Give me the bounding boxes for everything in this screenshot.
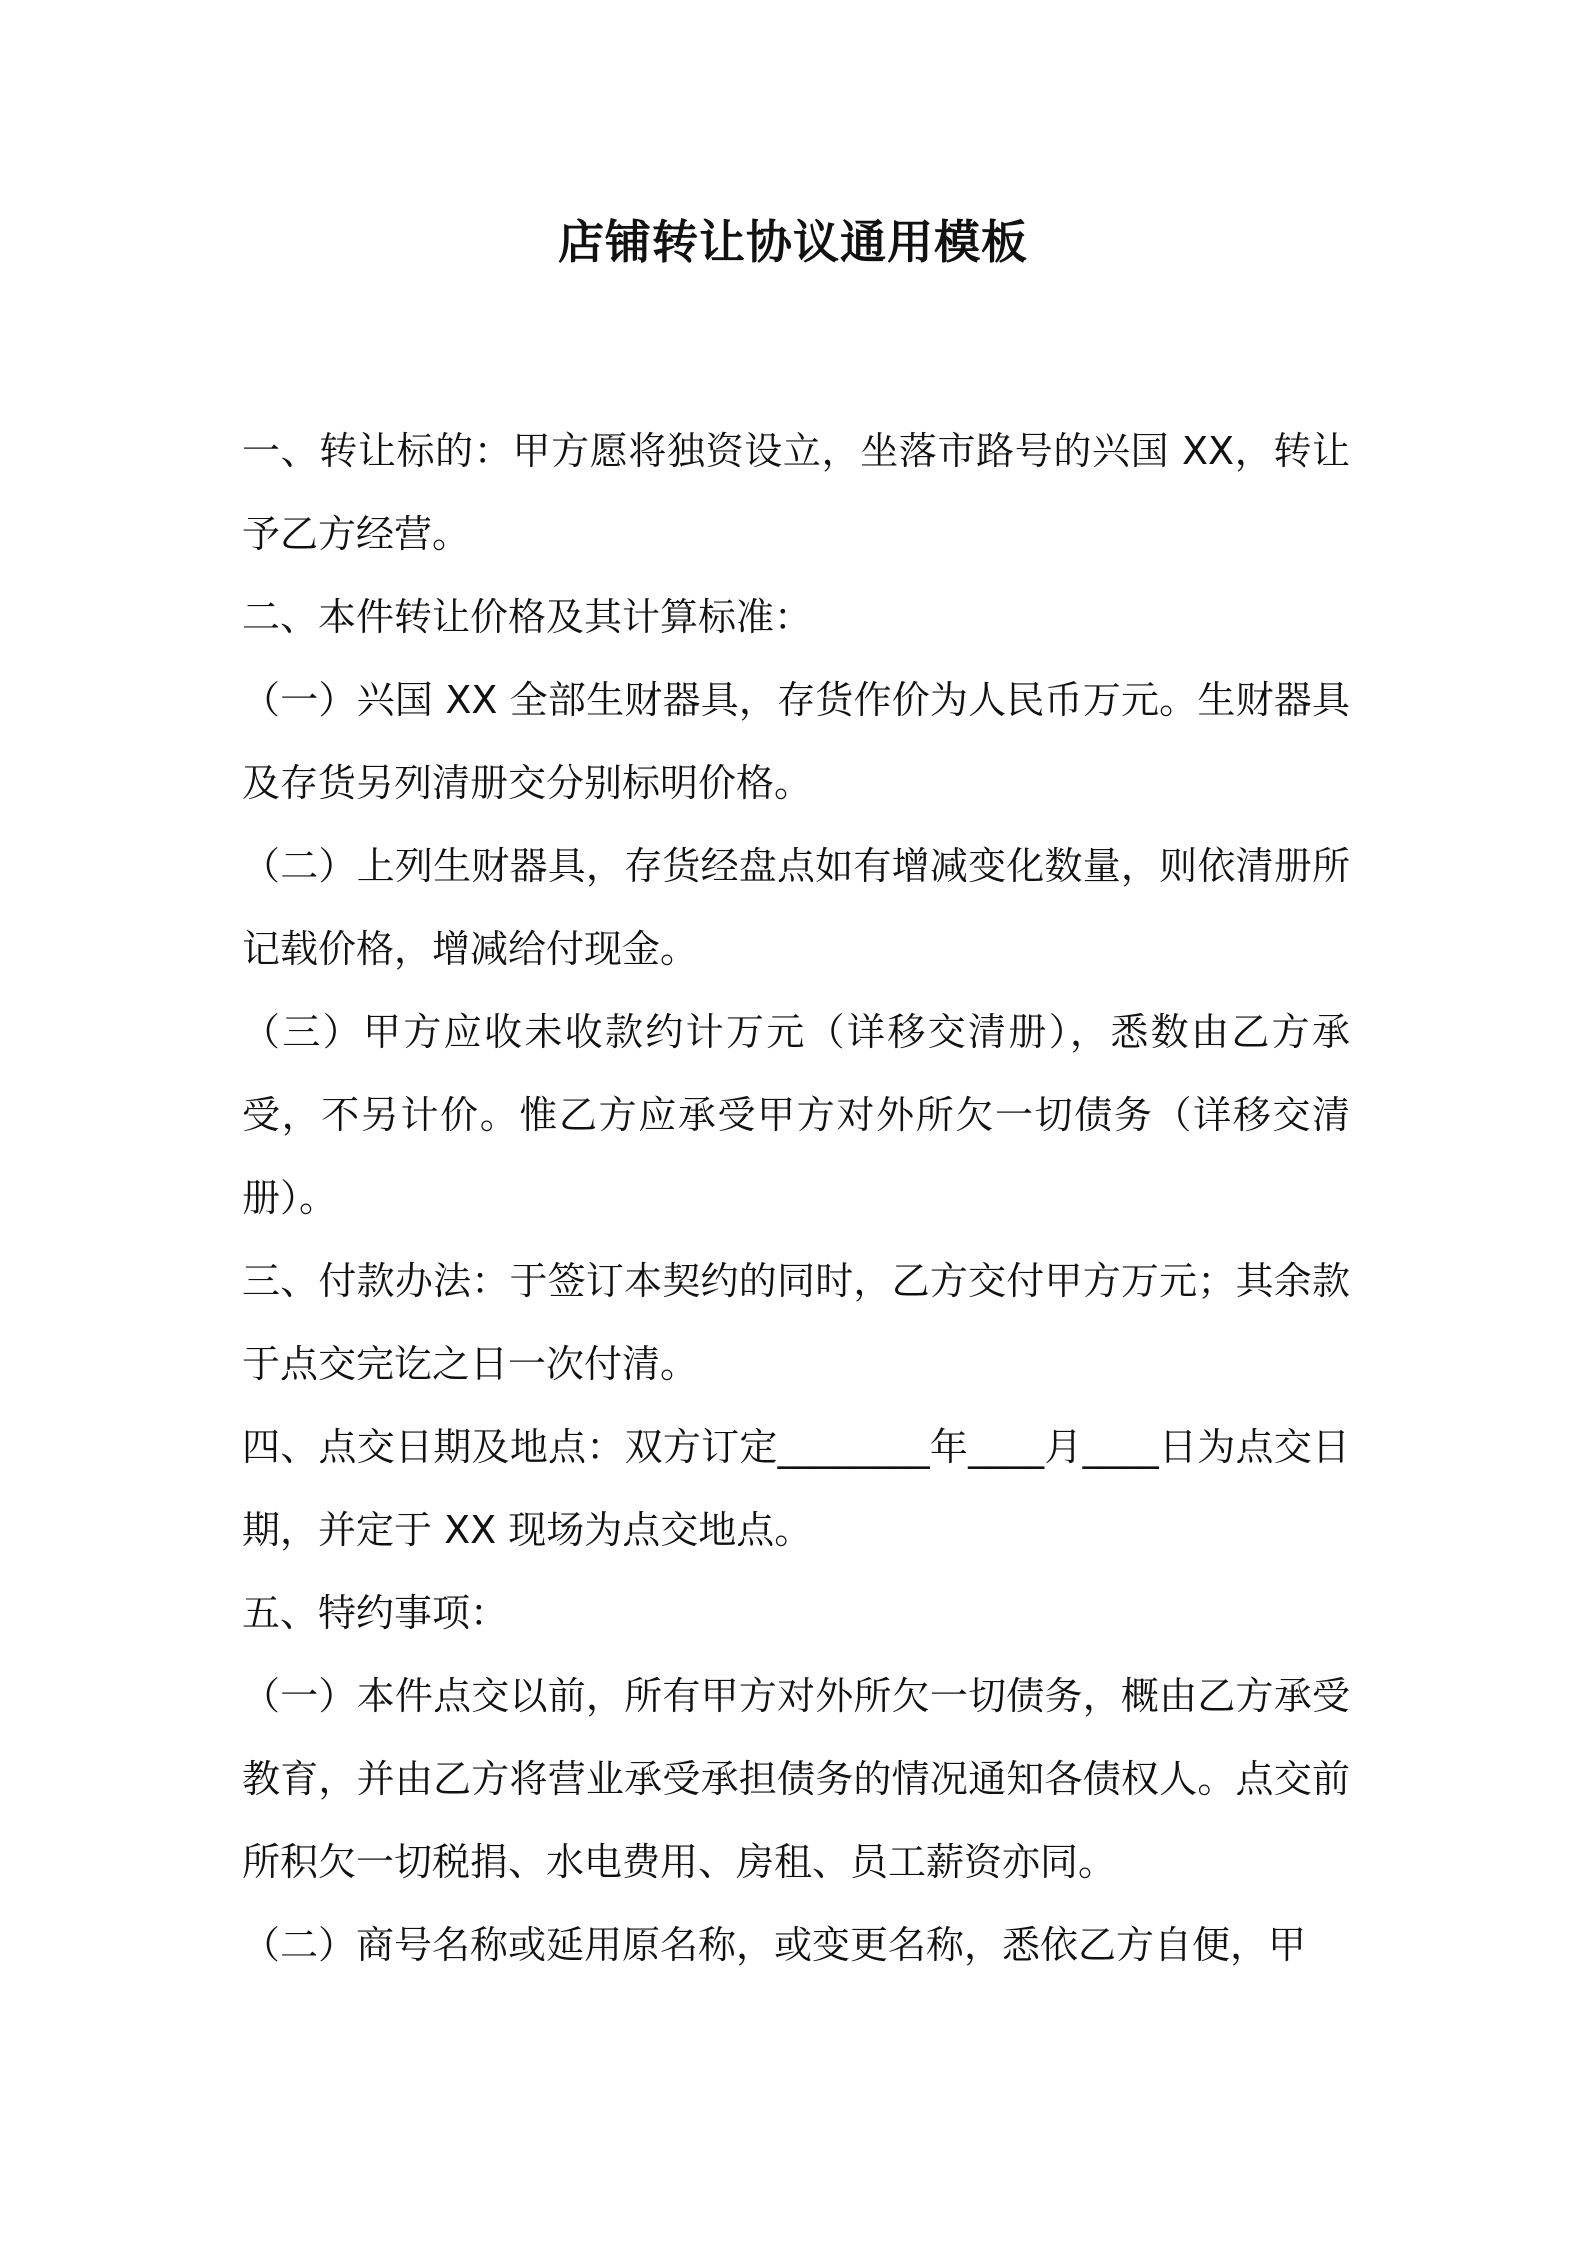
- document-title: 店铺转让协议通用模板: [558, 215, 1028, 269]
- clause-5-heading-special: 五、特约事项：: [242, 1591, 509, 1635]
- clause-2-item-2: （二）上列生财器具，存货经盘点如有增减变化数量，则依清册所记载价格，增减给付现金。: [242, 844, 1350, 971]
- clause-3-payment: 三、付款办法：于签订本契约的同时，乙方交付甲方万元；其余款于点交完讫之日一次付清。: [242, 1259, 1350, 1386]
- clause-4-handover-date: 四、点交日期及地点：双方订定________年____月____日为点交日期，并定于 XX 现场为点交地点。: [242, 1425, 1350, 1552]
- clause-1-transfer-subject: 一、转让标的：甲方愿将独资设立，坐落市路号的兴国 XX，转让予乙方经营。: [242, 429, 1350, 556]
- clause-5-item-2: （二）商号名称或延用原名称，或变更名称，悉依乙方自便，甲: [242, 1923, 1307, 1967]
- clause-2-heading-price: 二、本件转让价格及其计算标准：: [242, 595, 813, 639]
- clause-2-item-1: （一）兴国 XX 全部生财器具，存货作价为人民币万元。生财器具及存货另列清册交分别标明价格。: [242, 678, 1350, 805]
- document-body: [242, 410, 1350, 1987]
- clause-5-item-1: （一）本件点交以前，所有甲方对外所欠一切债务，概由乙方承受教育，并由乙方将营业承受承担债务的情况通知各债权人。点交前所积欠一切税捐、水电费用、房租、员工薪资亦同。: [242, 1674, 1350, 1884]
- clause-2-item-3: （三）甲方应收未收款约计万元（详移交清册），悉数由乙方承受，不另计价。惟乙方应承受甲方对外所欠一切债务（详移交清册）。: [242, 1010, 1350, 1220]
